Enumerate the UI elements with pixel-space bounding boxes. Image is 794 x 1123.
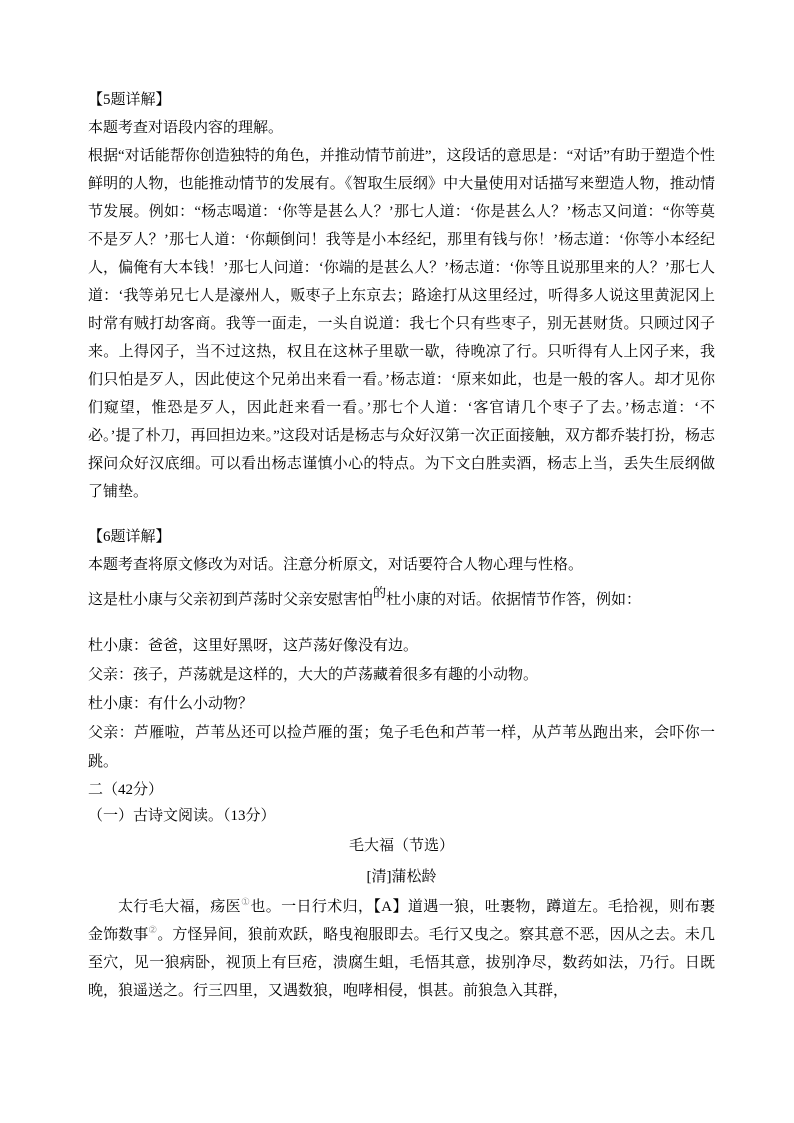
q6-section	[88, 523, 715, 777]
q6-intro: 本题考查将原文修改为对话。注意分析原文，对话要符合人物心理与性格。	[88, 557, 584, 573]
q5-analysis: 根据“对话能帮你创造独特的角色，并推动情节前进”，这段话的意思是：“对话”有助于塑造个性鲜明的人物，也能推动情节的发展有。《智取生辰纲》中大量使用对话描写来塑造人物，推动情节发展。例如：“杨志喝道：‘你等是甚么人？’那七人道：‘你是甚么人？’杨志又问道：“你等莫不是歹人？’那七人道：‘你颠倒问！我等是小本经纪，那里有钱与你！’杨志道：‘你等小本经纪人，偏俺有大本钱！’那七人问道：‘你端的是甚么人？’杨志道：‘你等且说那里来的人？’那七人道：‘我等弟兄七人是濠州人，贩枣子上东京去；路途打从这里经过，听得多人说这里黄泥冈上时常有贼打劫客商。我等一面走，一头自说道：我七个只有些枣子，别无甚财货。只顾过冈子来。上得冈子，当不过这热，权且在这林子里歇一歇，待晚凉了行。只听得有人上冈子来，我们只怕是歹人，因此使这个兄弟出来看一看。’杨志道：‘原来如此，也是一般的客人。却才见你们窥望，惟恐是歹人，因此赶来看一看。’那七个人道：‘客官请几个枣子了去。’杨志道：‘不必。’提了朴刀，再回担边来。”这段对话是杨志与众好汉第一次正面接触，双方都乔装打扮，杨志探问众好汉底细。可以看出杨志谨慎小心的特点。为下文白胜卖酒，杨志上当，丢失生辰纲做了铺垫。	[88, 148, 715, 500]
dialogue-example	[88, 632, 715, 777]
passage-seg-3: 。方怪异间，狼前欢跃，略曳袍服即去。毛行又曳之。察其意不恶，因从之去。未几至穴，见一狼病卧，视顶上有巨疮，溃腐生蛆，毛悟其意，拔别净尽，数药如法，乃行。日既晚，狼遥送之。行三四里，又遇数狼，咆哮相侵，惧甚。前狼急入其群，	[88, 927, 715, 999]
q6-note-pre: 这是杜小康与父亲初到芦荡时父亲安慰害怕	[88, 592, 374, 608]
dialogue-line-4: 父亲：芦雁啦，芦苇丛还可以捡芦雁的蛋；兔子毛色和芦苇一样，从芦苇丛跑出来，会吓你一跳。	[88, 725, 715, 770]
annotation-ref-2: ②	[148, 925, 158, 936]
annotation-ref-1: ①	[241, 897, 251, 908]
passage-author: [清]蒲松龄	[366, 869, 437, 885]
q6-note-raised-char: 的	[373, 585, 387, 600]
dialogue-line-1: 杜小康：爸爸，这里好黑呀，这芦荡好像没有边。	[88, 638, 419, 654]
part2-section	[88, 777, 715, 1005]
part2-subheading: （一）古诗文阅读。（13分）	[88, 808, 276, 824]
dialogue-line-3: 杜小康：有什么小动物？	[88, 696, 254, 712]
q5-intro: 本题考查对语段内容的理解。	[88, 120, 284, 136]
classical-passage	[88, 893, 715, 1005]
passage-title: 毛大福（节选）	[348, 838, 454, 854]
q6-note-post: 杜小康的对话。依据情节作答，例如：	[386, 592, 642, 608]
part2-heading: 二（42分）	[88, 782, 164, 798]
q6-note	[88, 586, 715, 614]
passage-seg-2: 也。一日行术归，【A】道遇一狼，吐裹物，蹲道左。毛拾视，则布裹金饰数事	[88, 899, 715, 943]
passage-seg-1: 太行毛大福，疡医	[118, 899, 242, 915]
q5-section	[88, 86, 715, 506]
dialogue-line-2: 父亲：孩子，芦荡就是这样的，大大的芦荡藏着很多有趣的小动物。	[88, 667, 539, 683]
q5-heading: 【5题详解】	[88, 92, 171, 108]
q6-heading: 【6题详解】	[88, 529, 171, 545]
